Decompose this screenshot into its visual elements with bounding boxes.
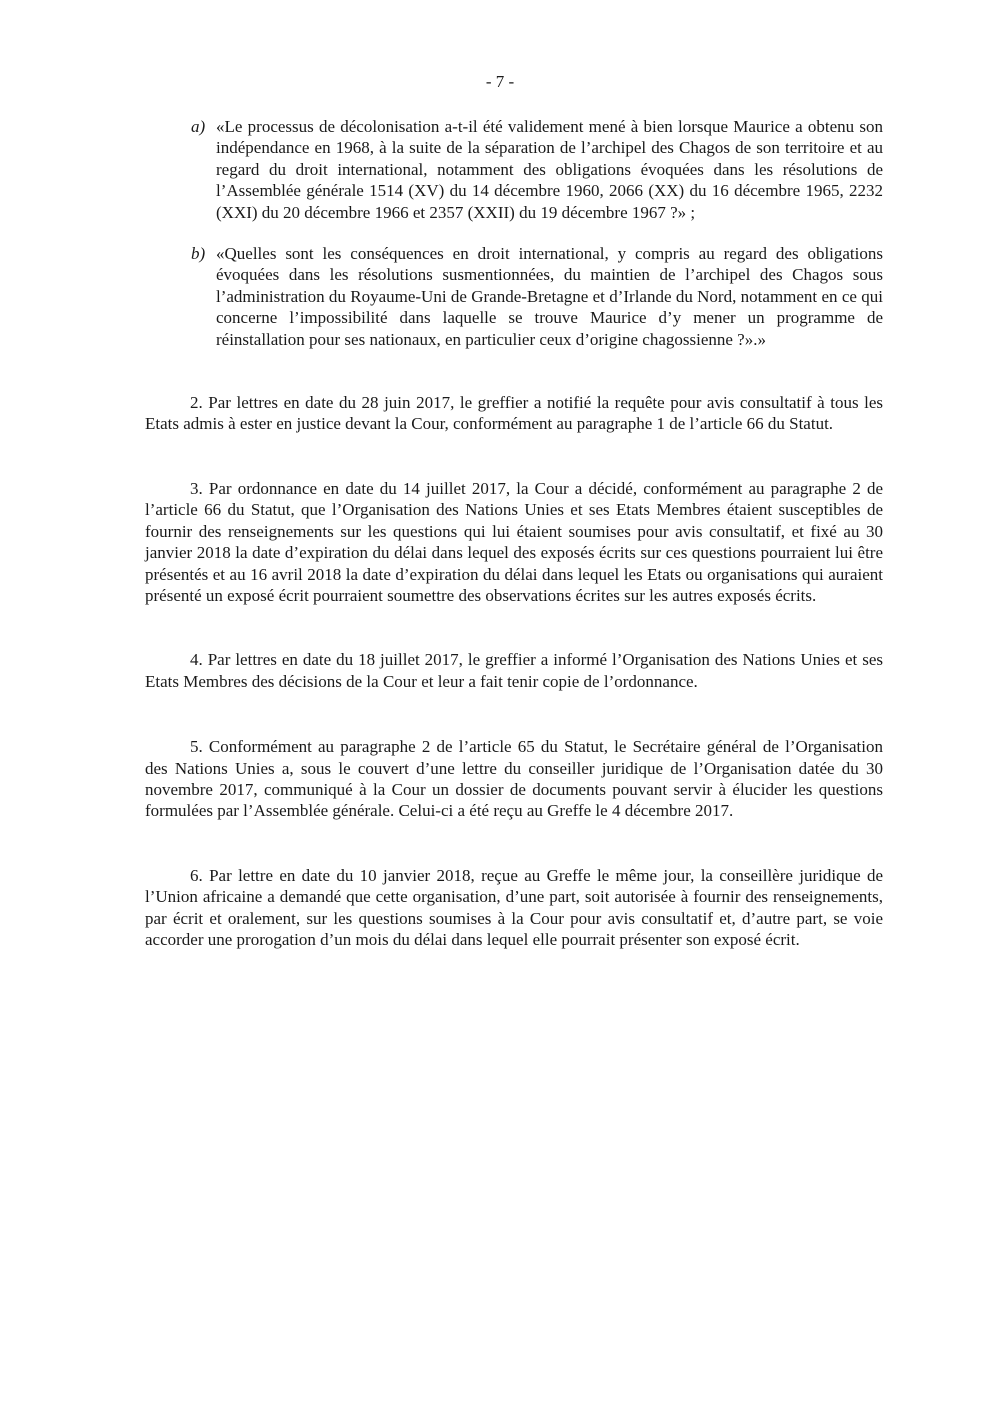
document-body — [145, 116, 883, 950]
page-number: - 7 - — [485, 72, 515, 91]
paragraph-2: 2. Par lettres en date du 28 juin 2017, le greffier a notifié la requête pour avis consultatif à tous les Etats admis à ester en justice devant la Cour, conformément au paragraphe 1 de l’article 66 du Statut. — [145, 393, 883, 434]
paragraph-4: 4. Par lettres en date du 18 juillet 2017, le greffier a informé l’Organisation des Nations Unies et ses Etats Membres des décisions de la Cour et leur a fait tenir copie de l’ordonnance. — [145, 650, 883, 691]
question-b — [145, 243, 883, 350]
paragraph-3: 3. Par ordonnance en date du 14 juillet 2017, la Cour a décidé, conformément au paragraphe 2 de l’article 66 du Statut, que l’Organisation des Nations Unies et ses Etats Membres étaient susceptibles de fournir des renseignements sur les questions qui lui étaient soumises pour avis consultatif, et fixé au 30 janvier 2018 la date d’expiration du délai dans lequel des exposés écrits sur ces questions pourraient lui être présentés et au 16 avril 2018 la date d’expiration du délai dans lequel les Etats ou organisations qui auraient présenté un exposé écrit pourraient soumettre des observations écrites sur les autres exposés écrits. — [145, 478, 883, 605]
paragraph-5: 5. Conformément au paragraphe 2 de l’article 65 du Statut, le Secrétaire général de l’Organisation des Nations Unies a, sous le couvert d’une lettre du conseiller juridique de l’Organisation datée du 30 novembre 2017, communiqué à la Cour un dossier de documents pouvant servir à élucider les questions formulées par l’Assemblée générale. Celui-ci a été reçu au Greffe le 4 décembre 2017. — [145, 737, 883, 821]
question-a — [145, 116, 883, 223]
question-b-marker: b) — [191, 244, 206, 264]
question-a-marker: a) — [191, 117, 206, 136]
paragraph-6: 6. Par lettre en date du 10 janvier 2018, reçue au Greffe le même jour, la conseillère juridique de l’Union africaine a demandé que cette organisation, d’une part, soit autorisée à fournir des renseignements, par écrit et oralement, sur les questions soumises à la Cour pour avis consultatif et, d’autre part, se voie accorder une prorogation d’un mois du délai dans lequel elle pourrait présenter son exposé écrit. — [145, 865, 883, 949]
question-a-text: «Le processus de décolonisation a-t-il été validement mené à bien lorsque Maurice a obtenu son indépendance en 1968, à la suite de la séparation de l’archipel des Chagos de son territoire et au regard du droit international, notamment des obligations évoquées dans les résolutions de l’Assemblée générale 1514 (XV) du 14 décembre 1960, 2066 (XX) du 16 décembre 1965, 2232 (XXI) du 20 décembre 1966 et 2357 (XXII) du 19 décembre 1967 ?» ; — [216, 117, 883, 222]
question-b-text: «Quelles sont les conséquences en droit international, y compris au regard des obligations évoquées dans les résolutions susmentionnées, du maintien de l’archipel des Chagos sous l’administration du Royaume-Uni de Grande-Bretagne et d’Irlande du Nord, notamment en ce qui concerne l’impossibilité dans laquelle se trouve Maurice d’y mener un programme de réinstallation pour ses nationaux, en particulier ceux d’origine chagossienne ?».» — [216, 244, 883, 349]
